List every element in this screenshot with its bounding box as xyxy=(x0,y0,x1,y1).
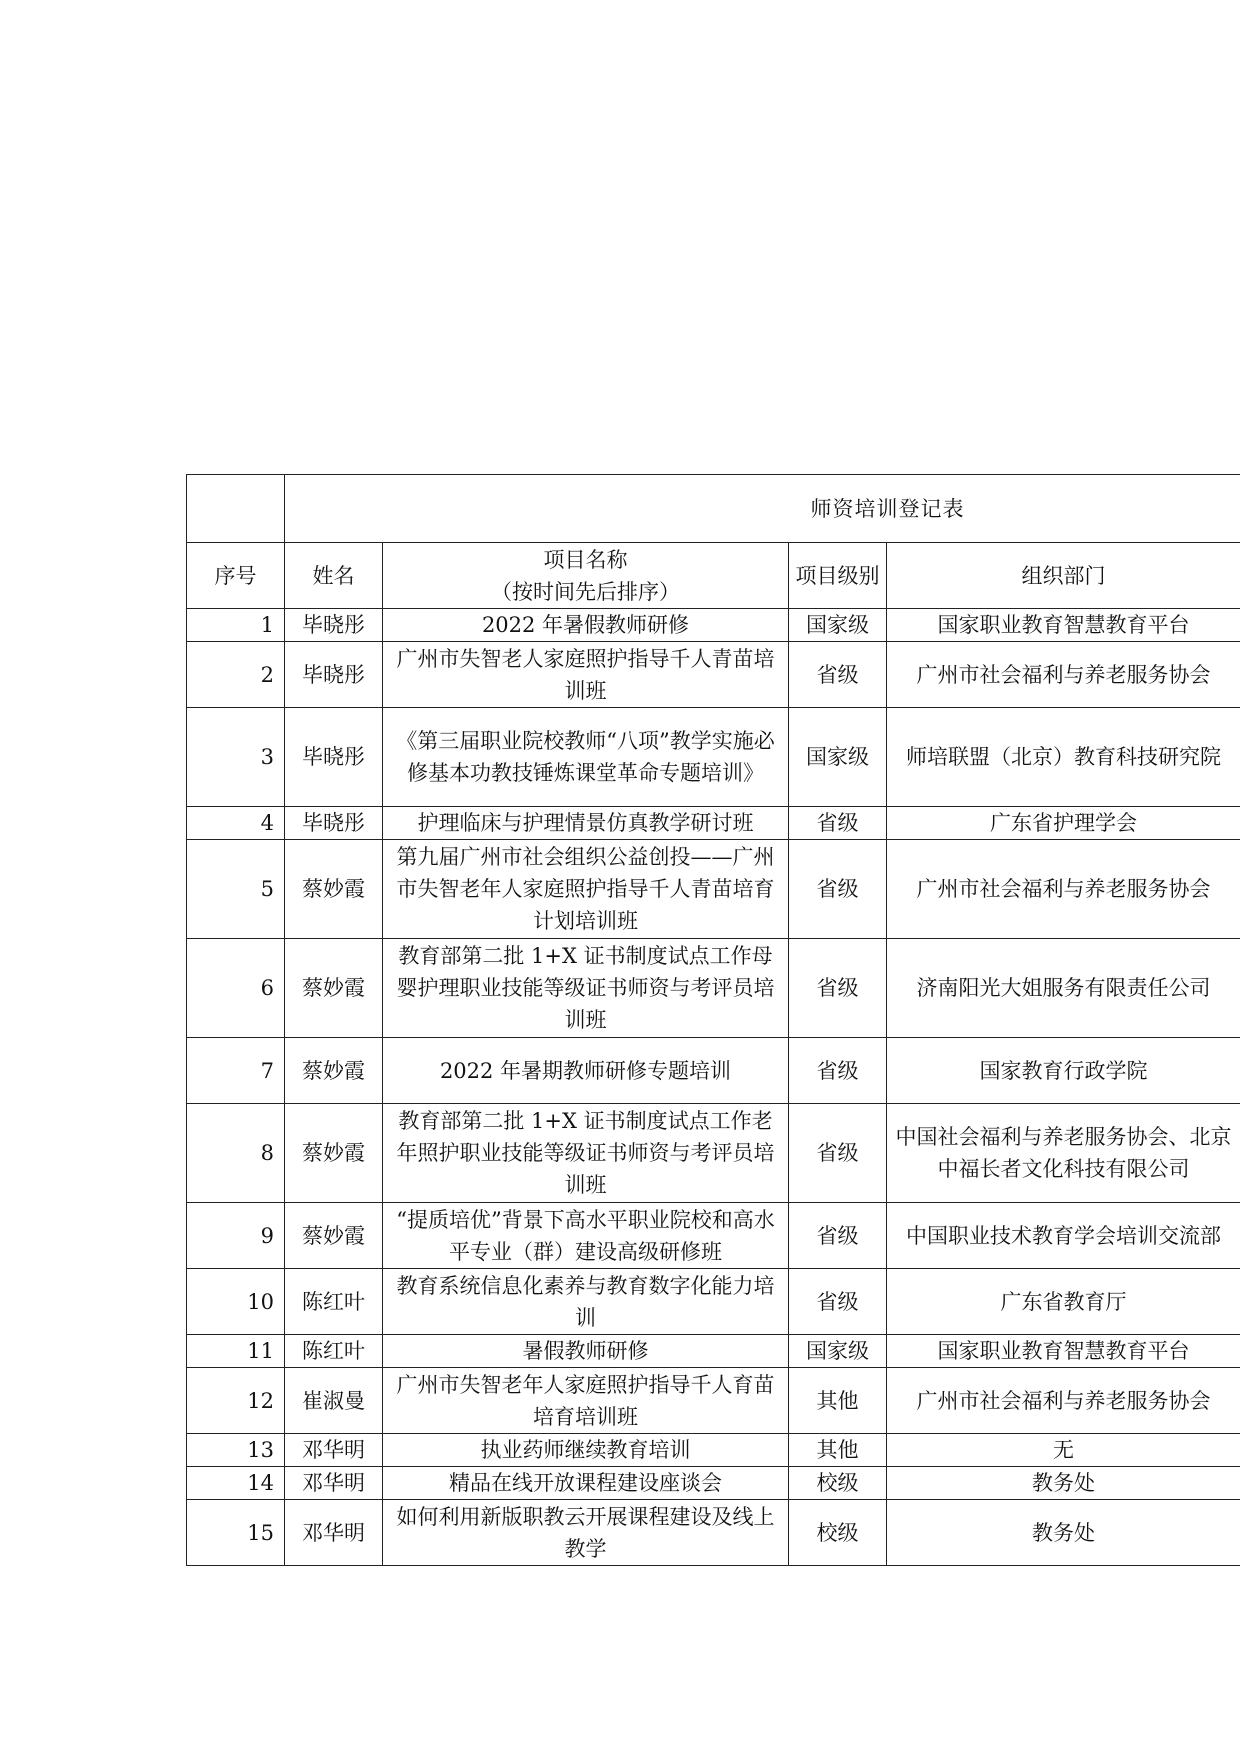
cell-level: 国家级 xyxy=(789,609,887,642)
cell-index: 8 xyxy=(187,1104,285,1203)
title-cell xyxy=(285,475,1240,543)
cell-project: 教育系统信息化素养与教育数字化能力培训 xyxy=(383,1269,789,1335)
cell-project: “提质培优”背景下高水平职业院校和高水平专业（群）建设高级研修班 xyxy=(383,1203,789,1269)
cell-index: 4 xyxy=(187,807,285,840)
header-project-line1: 项目名称 xyxy=(543,547,628,572)
cell-level: 省级 xyxy=(789,840,887,939)
cell-name: 毕晓彤 xyxy=(285,807,383,840)
cell-project: 如何利用新版职教云开展课程建设及线上教学 xyxy=(383,1500,789,1566)
cell-project: 2022 年暑假教师研修 xyxy=(383,609,789,642)
cell-index: 1 xyxy=(187,609,285,642)
cell-name: 毕晓彤 xyxy=(285,708,383,807)
cell-org: 无 xyxy=(887,1434,1240,1467)
title-blank-cell xyxy=(187,475,285,543)
cell-org: 教务处 xyxy=(887,1467,1240,1500)
table-row xyxy=(187,1434,1240,1467)
cell-org: 广东省教育厅 xyxy=(887,1269,1240,1335)
cell-index: 6 xyxy=(187,939,285,1038)
header-project xyxy=(383,543,789,609)
table-row xyxy=(187,840,1240,939)
cell-project: 执业药师继续教育培训 xyxy=(383,1434,789,1467)
cell-name: 陈红叶 xyxy=(285,1335,383,1368)
cell-name: 陈红叶 xyxy=(285,1269,383,1335)
cell-org: 广州市社会福利与养老服务协会 xyxy=(887,642,1240,708)
cell-index: 15 xyxy=(187,1500,285,1566)
header-index: 序号 xyxy=(187,543,285,609)
cell-org: 教务处 xyxy=(887,1500,1240,1566)
cell-level: 省级 xyxy=(789,1269,887,1335)
cell-org: 国家职业教育智慧教育平台 xyxy=(887,609,1240,642)
table-row xyxy=(187,609,1240,642)
cell-index: 13 xyxy=(187,1434,285,1467)
cell-project: 精品在线开放课程建设座谈会 xyxy=(383,1467,789,1500)
cell-level: 省级 xyxy=(789,807,887,840)
table-row xyxy=(187,1368,1240,1434)
header-level: 项目级别 xyxy=(789,543,887,609)
cell-index: 7 xyxy=(187,1038,285,1104)
cell-project: 第九届广州市社会组织公益创投——广州市失智老年人家庭照护指导千人青苗培育计划培训班 xyxy=(383,840,789,939)
cell-name: 蔡妙霞 xyxy=(285,1203,383,1269)
table-row xyxy=(187,807,1240,840)
cell-level: 校级 xyxy=(789,1500,887,1566)
cell-level: 其他 xyxy=(789,1368,887,1434)
cell-index: 2 xyxy=(187,642,285,708)
cell-org: 中国职业技术教育学会培训交流部 xyxy=(887,1203,1240,1269)
cell-project: 广州市失智老年人家庭照护指导千人育苗培育培训班 xyxy=(383,1368,789,1434)
cell-name: 毕晓彤 xyxy=(285,609,383,642)
header-name: 姓名 xyxy=(285,543,383,609)
cell-project: 广州市失智老人家庭照护指导千人青苗培训班 xyxy=(383,642,789,708)
cell-index: 10 xyxy=(187,1269,285,1335)
cell-org: 广州市社会福利与养老服务协会 xyxy=(887,1368,1240,1434)
header-org: 组织部门 xyxy=(887,543,1240,609)
cell-project: 护理临床与护理情景仿真教学研讨班 xyxy=(383,807,789,840)
cell-index: 9 xyxy=(187,1203,285,1269)
page-title: 师资培训登记表 xyxy=(810,496,965,521)
table-row xyxy=(187,1038,1240,1104)
cell-org: 师培联盟（北京）教育科技研究院 xyxy=(887,708,1240,807)
table-row xyxy=(187,1467,1240,1500)
cell-name: 蔡妙霞 xyxy=(285,1104,383,1203)
table-row xyxy=(187,1335,1240,1368)
title-row xyxy=(187,475,1240,543)
table-row xyxy=(187,1500,1240,1566)
cell-level: 省级 xyxy=(789,1203,887,1269)
table-row xyxy=(187,1104,1240,1203)
cell-name: 崔淑曼 xyxy=(285,1368,383,1434)
cell-org: 中国社会福利与养老服务协会、北京中福长者文化科技有限公司 xyxy=(887,1104,1240,1203)
cell-org: 广州市社会福利与养老服务协会 xyxy=(887,840,1240,939)
cell-project: 暑假教师研修 xyxy=(383,1335,789,1368)
training-register-table xyxy=(186,474,1240,1566)
cell-name: 蔡妙霞 xyxy=(285,939,383,1038)
cell-level: 省级 xyxy=(789,642,887,708)
cell-index: 14 xyxy=(187,1467,285,1500)
header-row xyxy=(187,543,1240,609)
cell-org: 济南阳光大姐服务有限责任公司 xyxy=(887,939,1240,1038)
header-project-line2: （按时间先后排序） xyxy=(491,579,680,604)
cell-project: 《第三届职业院校教师“八项”教学实施必修基本功教技锤炼课堂革命专题培训》 xyxy=(383,708,789,807)
cell-project: 教育部第二批 1+X 证书制度试点工作老年照护职业技能等级证书师资与考评员培训班 xyxy=(383,1104,789,1203)
cell-index: 5 xyxy=(187,840,285,939)
cell-org: 广东省护理学会 xyxy=(887,807,1240,840)
cell-index: 12 xyxy=(187,1368,285,1434)
table-row xyxy=(187,1203,1240,1269)
table-row xyxy=(187,708,1240,807)
table-row xyxy=(187,939,1240,1038)
cell-name: 邓华明 xyxy=(285,1500,383,1566)
cell-name: 邓华明 xyxy=(285,1467,383,1500)
table-row xyxy=(187,642,1240,708)
cell-level: 国家级 xyxy=(789,708,887,807)
cell-project: 2022 年暑期教师研修专题培训 xyxy=(383,1038,789,1104)
cell-org: 国家职业教育智慧教育平台 xyxy=(887,1335,1240,1368)
cell-org: 国家教育行政学院 xyxy=(887,1038,1240,1104)
cell-level: 省级 xyxy=(789,939,887,1038)
cell-name: 邓华明 xyxy=(285,1434,383,1467)
cell-name: 蔡妙霞 xyxy=(285,1038,383,1104)
cell-name: 毕晓彤 xyxy=(285,642,383,708)
cell-index: 11 xyxy=(187,1335,285,1368)
cell-index: 3 xyxy=(187,708,285,807)
cell-name: 蔡妙霞 xyxy=(285,840,383,939)
cell-level: 校级 xyxy=(789,1467,887,1500)
cell-project: 教育部第二批 1+X 证书制度试点工作母婴护理职业技能等级证书师资与考评员培训班 xyxy=(383,939,789,1038)
cell-level: 省级 xyxy=(789,1038,887,1104)
cell-level: 国家级 xyxy=(789,1335,887,1368)
registration-sheet xyxy=(186,474,1240,1566)
cell-level: 其他 xyxy=(789,1434,887,1467)
cell-level: 省级 xyxy=(789,1104,887,1203)
table-row xyxy=(187,1269,1240,1335)
